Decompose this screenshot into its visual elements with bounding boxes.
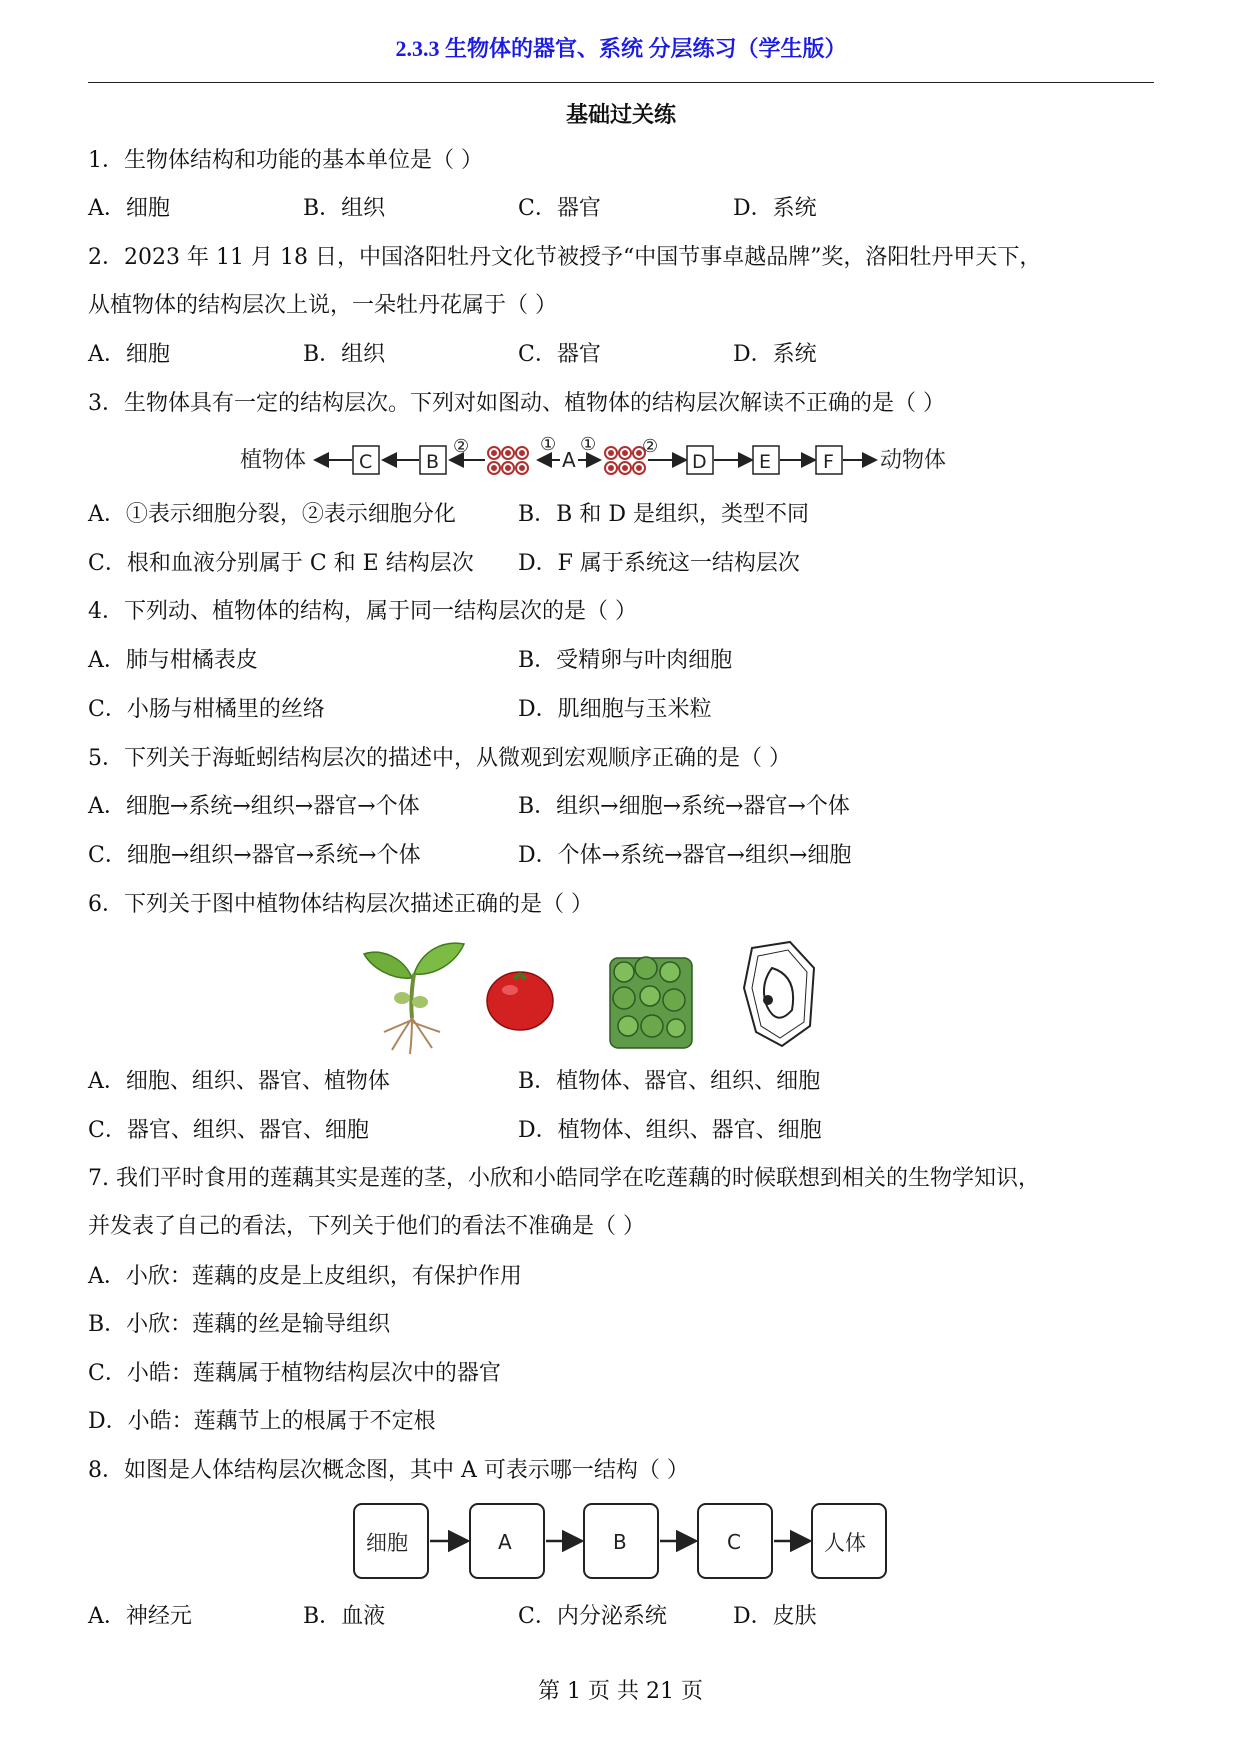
- tissue-image: [610, 957, 692, 1048]
- q8-box-human-label: 人体: [824, 1531, 866, 1555]
- q6-option-c: C．器官、组织、器官、细胞: [88, 1118, 369, 1143]
- q4-option-c: C．小肠与柑橘里的丝络: [88, 697, 325, 722]
- q7-option-d: D．小皓：莲藕节上的根属于不定根: [88, 1409, 436, 1434]
- q7-option-a: A．小欣：莲藕的皮是上皮组织，有保护作用: [88, 1264, 522, 1289]
- q6-figure: [352, 928, 872, 1056]
- q3-box-a-label: A: [562, 448, 576, 472]
- section-title: 基础过关练: [565, 102, 676, 128]
- q3-box-d-label: D: [692, 451, 707, 473]
- q8-stem: 8．如图是人体结构层次概念图，其中 A 可表示哪一结构（ ）: [88, 1458, 689, 1483]
- q8-box-a-label: A: [498, 1530, 512, 1554]
- q3-option-c: C．根和血液分别属于 C 和 E 结构层次: [88, 551, 474, 576]
- q8-option-b: B．血液: [303, 1604, 386, 1629]
- q3-option-a: A．①表示细胞分裂，②表示细胞分化: [88, 502, 456, 527]
- plant-cell-image: [744, 942, 814, 1046]
- q3-box-f-label: F: [823, 451, 834, 473]
- q3-mark-2-right: ②: [642, 436, 659, 457]
- q3-animal-label: 动物体: [880, 448, 947, 473]
- q7-option-b: B．小欣：莲藕的丝是输导组织: [88, 1312, 391, 1337]
- q2-option-d: D．系统: [733, 342, 817, 367]
- q3-stem: 3．生物体具有一定的结构层次。下列对如图动、植物体的结构层次解读不正确的是（ ）: [88, 391, 945, 416]
- q5-option-b: B．组织→细胞→系统→器官→个体: [518, 794, 850, 819]
- q3-structure-diagram: [240, 432, 1000, 490]
- q6-stem: 6．下列关于图中植物体结构层次描述正确的是（ ）: [88, 892, 593, 917]
- q6-option-d: D．植物体、组织、器官、细胞: [518, 1118, 822, 1143]
- q3-box-b-label: B: [426, 451, 440, 473]
- q3-mark-1-b: ①: [580, 434, 597, 455]
- q3-cell-cluster-left: [488, 447, 528, 474]
- q8-option-a: A．神经元: [88, 1604, 192, 1629]
- q8-box-c-label: C: [727, 1530, 741, 1554]
- q3-mark-1-a: ①: [540, 434, 557, 455]
- q4-option-d: D．肌细胞与玉米粒: [518, 697, 712, 722]
- q5-stem: 5．下列关于海蚯蚓结构层次的描述中，从微观到宏观顺序正确的是（ ）: [88, 746, 791, 771]
- q8-box-cell-label: 细胞: [366, 1531, 408, 1555]
- q6-option-b: B．植物体、器官、组织、细胞: [518, 1069, 821, 1094]
- page-footer: 第 1 页 共 21 页: [538, 1679, 703, 1704]
- q3-option-d: D．F 属于系统这一结构层次: [518, 551, 800, 576]
- q7-stem-line1: 7. 我们平时食用的莲藕其实是莲的茎，小欣和小皓同学在吃莲藕的时候联想到相关的生物学知识，: [88, 1166, 1040, 1191]
- q3-box-e-label: E: [759, 451, 772, 473]
- q2-stem-line1: 2．2023 年 11 月 18 日，中国洛阳牡丹文化节被授予“中国节事卓越品牌”奖，洛阳牡丹甲天下，: [88, 245, 1042, 270]
- q2-option-a: A．细胞: [88, 342, 170, 367]
- q4-stem: 4．下列动、植物体的结构，属于同一结构层次的是（ ）: [88, 599, 637, 624]
- q1-stem: 1．生物体结构和功能的基本单位是（ ）: [88, 148, 483, 173]
- q8-concept-diagram: [350, 1500, 890, 1584]
- q5-option-c: C．细胞→组织→器官→系统→个体: [88, 843, 421, 868]
- q4-option-a: A．肺与柑橘表皮: [88, 648, 258, 673]
- q1-option-b: B．组织: [303, 196, 386, 221]
- q7-option-c: C．小皓：莲藕属于植物结构层次中的器官: [88, 1361, 501, 1386]
- q1-option-c: C．器官: [518, 196, 601, 221]
- q3-cell-cluster-right: [605, 447, 645, 474]
- q7-stem-line2: 并发表了自己的看法，下列关于他们的看法不准确是（ ）: [88, 1214, 645, 1239]
- q4-option-b: B．受精卵与叶肉细胞: [518, 648, 733, 673]
- q2-option-c: C．器官: [518, 342, 601, 367]
- q5-option-d: D．个体→系统→器官→组织→细胞: [518, 843, 852, 868]
- header-rule: [88, 82, 1154, 83]
- q3-plant-label: 植物体: [240, 448, 307, 473]
- q3-box-c-label: C: [359, 451, 373, 473]
- q5-option-a: A．细胞→系统→组织→器官→个体: [88, 794, 420, 819]
- seedling-image: [364, 943, 464, 1054]
- q1-option-d: D．系统: [733, 196, 817, 221]
- document-header: 2.3.3 生物体的器官、系统 分层练习（学生版）: [395, 36, 847, 61]
- q8-option-d: D．皮肤: [733, 1604, 817, 1629]
- q3-mark-2-left: ②: [453, 436, 470, 457]
- q2-option-b: B．组织: [303, 342, 386, 367]
- q1-option-a: A．细胞: [88, 196, 170, 221]
- q8-box-b-label: B: [613, 1530, 627, 1554]
- q8-option-c: C．内分泌系统: [518, 1604, 667, 1629]
- tomato-image: [487, 972, 553, 1030]
- q2-stem-line2: 从植物体的结构层次上说，一朵牡丹花属于（ ）: [88, 293, 557, 318]
- q6-option-a: A．细胞、组织、器官、植物体: [88, 1069, 390, 1094]
- q3-option-b: B．B 和 D 是组织，类型不同: [518, 502, 809, 527]
